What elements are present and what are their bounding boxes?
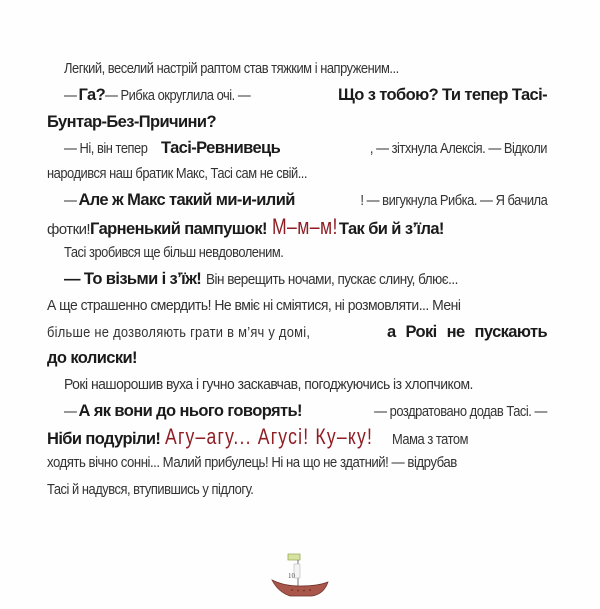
dialogue-bold: Що з тобою? Ти тепер Тасі- — [338, 86, 547, 105]
dialogue-bold: — То візьми і з’їж! — [64, 270, 202, 289]
text-line — [47, 161, 547, 187]
text-line — [47, 477, 547, 503]
sound-effect-red: Агу–агу... Агусі! Ку–ку! — [165, 424, 374, 450]
dialogue-bold: Але ж Макс такий ми-и-илий — [78, 191, 295, 210]
page-number: 10 — [288, 572, 295, 580]
text-line — [47, 56, 547, 82]
dialogue: Він верещить ночами, пускає слину, блює... — [206, 271, 459, 289]
sound-effect-red: М–м–м! — [271, 213, 338, 239]
narration: ! — вигукнула Рибка. — Я бачила — [360, 192, 547, 210]
text-line — [47, 240, 547, 266]
text-line — [47, 319, 547, 345]
dialogue-bold: А як вони до нього говорять! — [78, 401, 302, 420]
text-line — [47, 450, 547, 476]
narration: Рокі нашорошив вуха і гучно заскавчав, погоджуючись із хлопчиком. — [64, 375, 473, 393]
pirate-ship-icon — [268, 548, 332, 600]
dialogue: народився наш братик Макс, Тасі сам не свій... — [47, 165, 308, 183]
text-line — [47, 82, 547, 108]
dash: — — [64, 192, 77, 210]
dialogue: Мама з татом — [392, 431, 469, 449]
dialogue: А ще страшенно смердить! Не вміє ні сміятися, ні розмовляти... Мені — [47, 296, 461, 314]
dialogue-bold: Тасі-Ревнивець — [161, 138, 281, 157]
dialogue: фотки! — [47, 220, 91, 238]
text-line — [47, 266, 547, 292]
narration: Тасі й надувся, втупившись у підлогу. — [47, 480, 254, 498]
dialogue-bold: до колиски! — [47, 349, 137, 368]
text-line — [47, 424, 547, 450]
dialogue-bold: а Рокі не пускають — [386, 322, 547, 341]
dialogue: — Ні, він тепер — [64, 139, 148, 157]
dialogue: більше не дозволяють грати в м’яч у домі, — [47, 323, 311, 341]
text-line — [47, 109, 547, 135]
text-line — [47, 187, 547, 213]
dialogue-bold: Так би й з’їла! — [338, 219, 444, 238]
dialogue-bold: Гарненький пампушок! — [90, 219, 267, 238]
story-text — [47, 56, 547, 503]
dialogue-bold: Ніби подуріли! — [47, 430, 161, 449]
dialogue: ходять вічно сонні... Малий прибулець! Ні на що не здатний! — відрубав — [47, 454, 457, 472]
narration: — Рибка округлила очі. — — [105, 87, 251, 105]
narration: — роздратовано додав Тасі. — — [374, 402, 547, 420]
text-line — [47, 345, 547, 371]
dash: — — [64, 402, 77, 420]
dialogue-bold: Бунтар-Без-Причини? — [47, 112, 216, 131]
text-line — [47, 293, 547, 319]
dialogue-bold: Га? — [78, 86, 106, 105]
text-line — [47, 135, 547, 161]
narration: Легкий, веселий настрій раптом став тяжким і напруженим... — [64, 60, 399, 77]
narration: , — зітхнула Алексія. — Відколи — [369, 139, 547, 157]
text-line — [47, 214, 547, 240]
text-line — [47, 372, 547, 398]
dash: — — [64, 87, 77, 105]
text-line — [47, 398, 547, 424]
narration: Тасі зробився ще більш невдоволеним. — [64, 244, 284, 262]
